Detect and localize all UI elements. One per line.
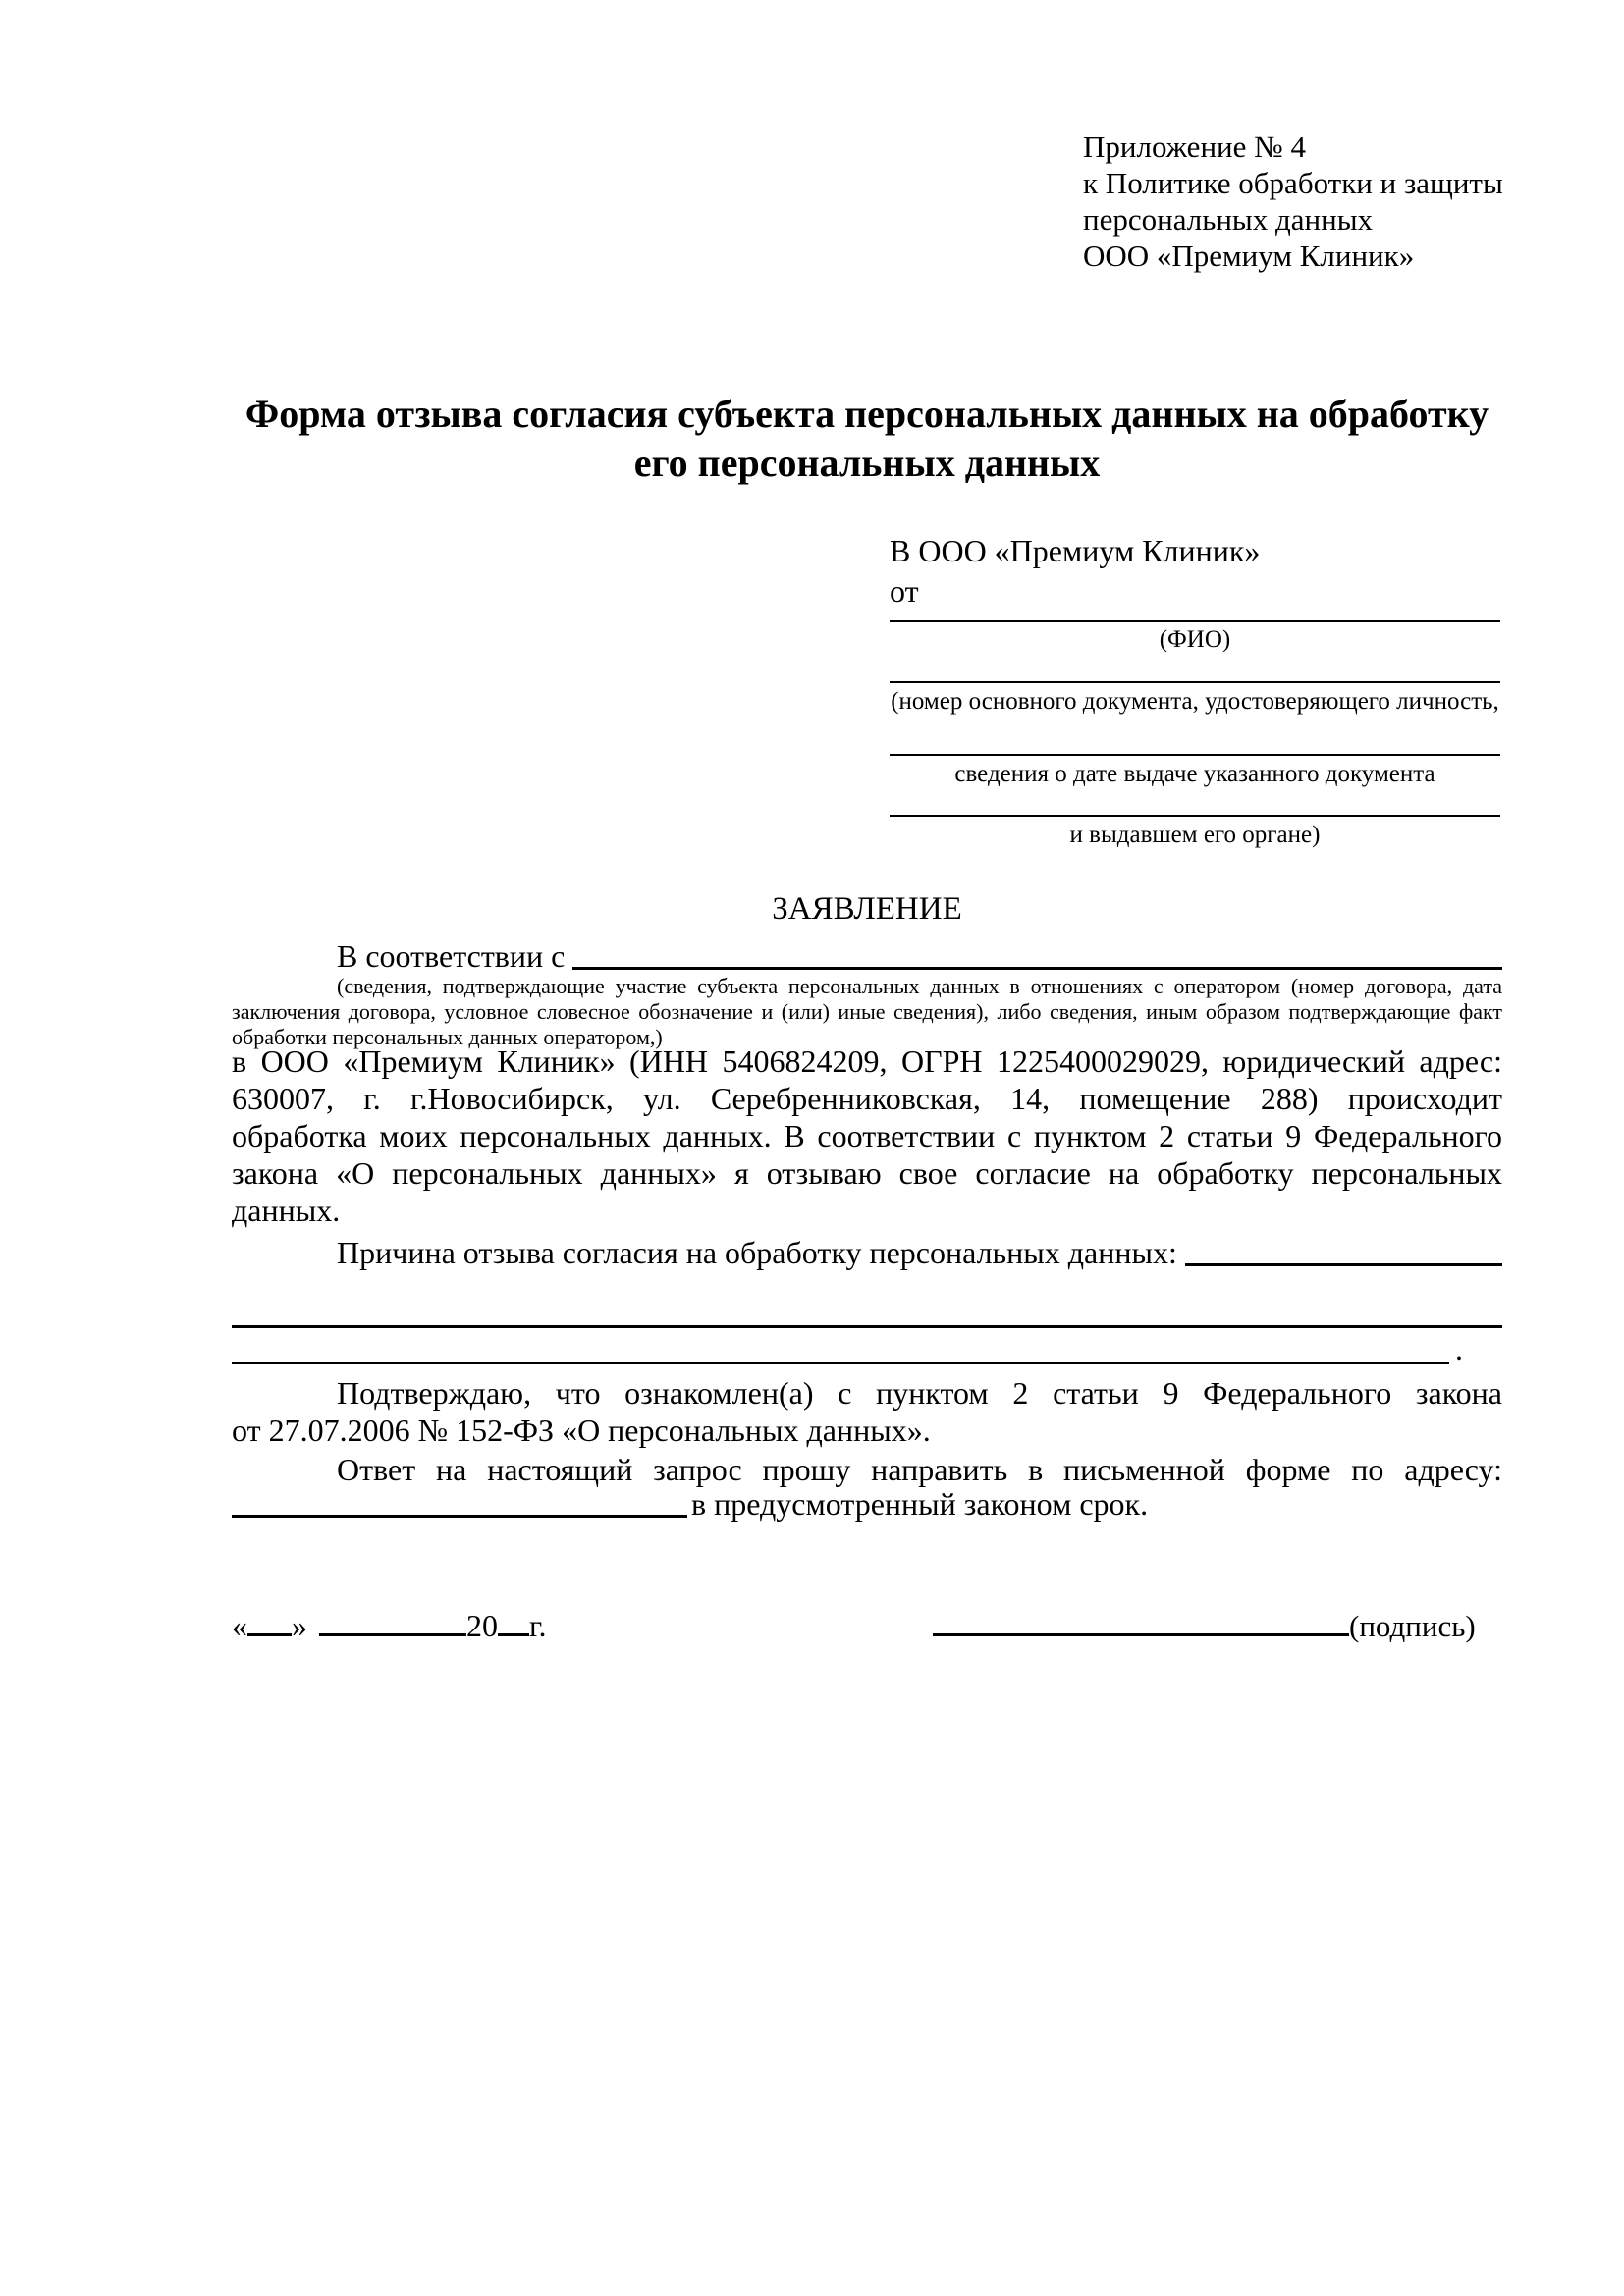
date-line bbox=[232, 1604, 547, 1645]
addressee-to: В ООО «Премиум Клиник» bbox=[890, 533, 1261, 568]
reason-continuation-line-1 bbox=[232, 1325, 1502, 1328]
date-month-blank bbox=[319, 1604, 466, 1636]
issuing-authority-fill-line bbox=[890, 815, 1500, 817]
confirmation-paragraph bbox=[232, 1374, 1502, 1449]
statement-body-line: закона «О персональных данных» я отзываю свое согласие на обработку персональных bbox=[232, 1155, 1502, 1191]
confirmation-line: Подтверждаю, что ознакомлен(а) с пунктом 2 статьи 9 Федерального закона bbox=[337, 1375, 1502, 1411]
fio-caption: (ФИО) bbox=[1159, 626, 1231, 653]
confirmation-line: от 27.07.2006 № 152-ФЗ «О персональных данных». bbox=[232, 1413, 931, 1448]
signature-caption: (подпись) bbox=[1349, 1609, 1476, 1643]
reply-address-fill-line bbox=[232, 1484, 687, 1518]
appendix-note-line: к Политике обработки и защиты bbox=[1083, 166, 1503, 200]
accordance-fill-line bbox=[572, 936, 1502, 970]
issue-date-caption: сведения о дате выдаче указанного документа bbox=[954, 761, 1435, 787]
reason-row bbox=[232, 1233, 1502, 1272]
reason-fill-line bbox=[1185, 1233, 1502, 1266]
signature-line bbox=[933, 1604, 1476, 1646]
issuing-authority-caption: и выдавшем его органе) bbox=[1069, 822, 1321, 848]
statement-body-line: данных. bbox=[232, 1193, 341, 1228]
continuation-end-period: . bbox=[1455, 1331, 1463, 1366]
reason-label: Причина отзыва согласия на обработку персональных данных: bbox=[337, 1235, 1177, 1270]
reply-address-row bbox=[232, 1484, 1502, 1523]
reply-tail: в предусмотренный законом срок. bbox=[691, 1486, 1149, 1522]
fill-hint-line: (сведения, подтверждающие участие субъекта персональных данных в отношениях с оператором (номер договора, дата bbox=[337, 974, 1502, 998]
fio-fill-line bbox=[890, 620, 1500, 622]
document-number-caption: (номер основного документа, удостоверяющего личность, bbox=[891, 688, 1499, 715]
accordance-label: В соответствии с bbox=[337, 938, 566, 974]
date-day-blank bbox=[247, 1604, 292, 1636]
statement-body-line: 630007, г. г.Новосибирск, ул. Серебренниковская, 14, помещение 288) происходит bbox=[232, 1081, 1502, 1116]
paragraph-indent bbox=[232, 936, 337, 976]
accordance-row bbox=[232, 936, 1502, 976]
date-open-quote: « bbox=[232, 1608, 247, 1643]
document-title-line: Форма отзыва согласия субъекта персональных данных на обработку bbox=[244, 392, 1489, 436]
statement-body bbox=[232, 1042, 1502, 1229]
reason-continuation-line-2 bbox=[232, 1362, 1449, 1364]
reply-label: Ответ на настоящий запрос прошу направить в письменной форме по адресу: bbox=[337, 1452, 1502, 1487]
document-title bbox=[232, 390, 1502, 488]
appendix-note-line: ООО «Премиум Клиник» bbox=[1083, 239, 1415, 273]
date-close-quote: » bbox=[292, 1608, 307, 1643]
fill-hint-line: заключения договора, условное словесное обозначение и (или) иные сведения), либо сведения, иным образом подтверждающие факт bbox=[232, 999, 1502, 1024]
addressee-from-label: от bbox=[890, 573, 919, 609]
appendix-note-line: Приложение № 4 bbox=[1083, 130, 1306, 164]
document-title-line: его персональных данных bbox=[633, 441, 1101, 485]
document-number-fill-line bbox=[890, 681, 1500, 683]
date-year-suffix: г. bbox=[529, 1608, 547, 1643]
fill-hint bbox=[232, 974, 1502, 1050]
date-year-prefix: 20 bbox=[466, 1608, 498, 1643]
appendix-note bbox=[1083, 129, 1503, 274]
statement-body-line: обработка моих персональных данных. В соответствии с пунктом 2 статьи 9 Федерального bbox=[232, 1118, 1502, 1153]
fill-hint-line: обработки персональных данных оператором,) bbox=[232, 1025, 663, 1049]
signature-blank bbox=[933, 1604, 1349, 1636]
statement-heading: ЗАЯВЛЕНИЕ bbox=[772, 891, 962, 927]
paragraph-indent bbox=[232, 1233, 337, 1272]
statement-body-line: в ООО «Премиум Клиник» (ИНН 5406824209, ОГРН 1225400029029, юридический адрес: bbox=[232, 1043, 1502, 1079]
appendix-note-line: персональных данных bbox=[1083, 202, 1374, 237]
date-year-blank bbox=[498, 1604, 529, 1636]
issue-date-fill-line bbox=[890, 754, 1500, 756]
